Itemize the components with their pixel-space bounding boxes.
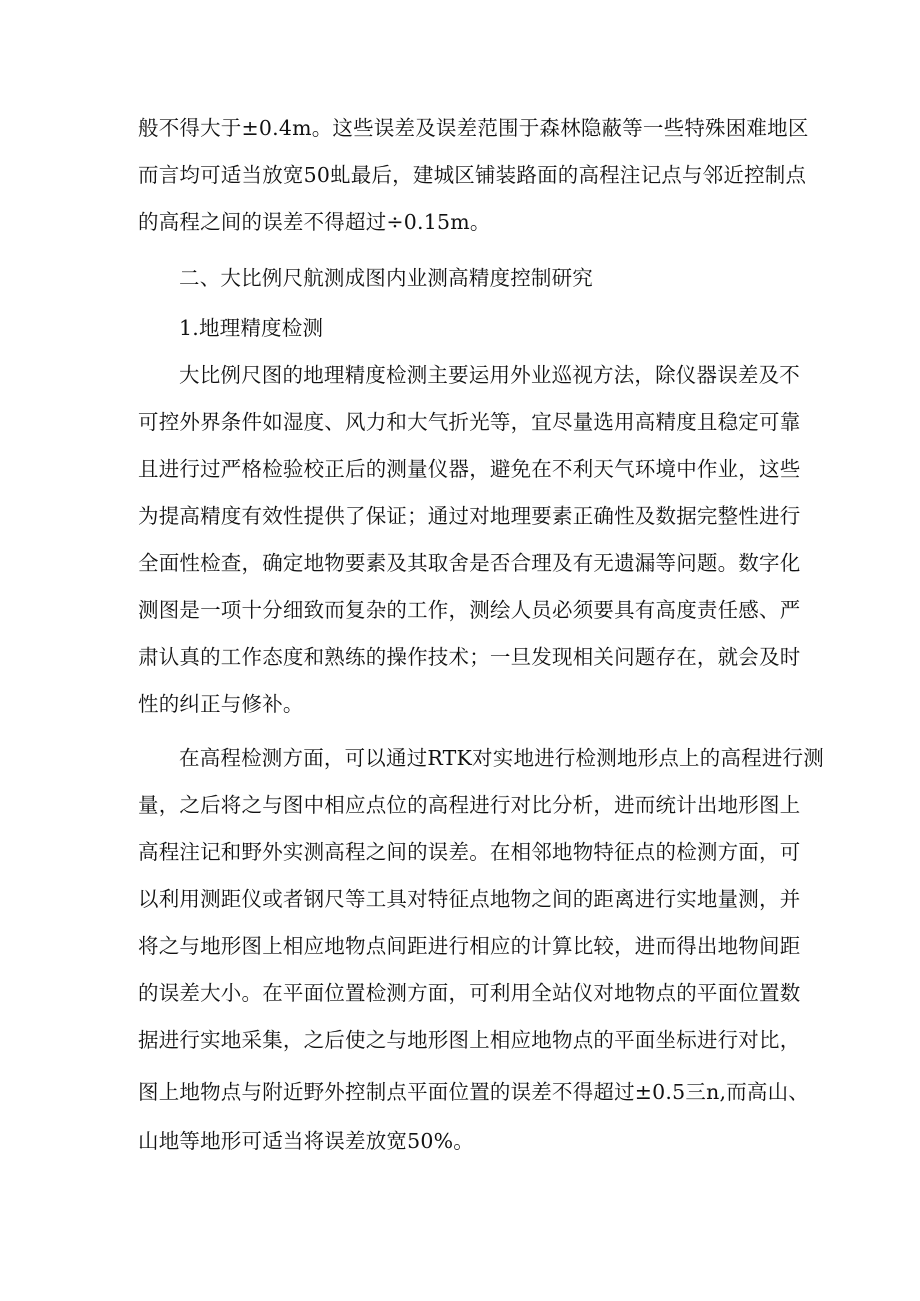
text-line: 量，之后将之与图中相应点位的高程进行对比分析，进而统计出地形图上: [138, 793, 801, 817]
text-line: 可控外界条件如湿度、风力和大气折光等，宜尽量选用高精度且稳定可靠: [138, 410, 801, 434]
text-line: 在高程检测方面，可以通过RTK对实地进行检测地形点上的高程进行测: [179, 746, 824, 770]
text-line: 为提高精度有效性提供了保证；通过对地理要素正确性及数据完整性进行: [138, 504, 801, 528]
text-line: 山地等地形可适当将误差放宽50%。: [138, 1129, 474, 1153]
section-heading: 二、大比例尺航测成图内业测高精度控制研究: [179, 266, 593, 290]
text-line: 全面性检查，确定地物要素及其取舍是否合理及有无遗漏等问题。数字化: [138, 551, 801, 575]
text-line: 以利用测距仪或者钢尺等工具对特征点地物之间的距离进行实地量测，并: [138, 887, 801, 911]
text-line: 般不得大于±0.4m。这些误差及误差范围于森林隐蔽等一些特殊困难地区: [138, 116, 809, 140]
text-line: 高程注记和野外实测高程之间的误差。在相邻地物特征点的检测方面，可: [138, 840, 801, 864]
text-line: 图上地物点与附近野外控制点平面位置的误差不得超过±0.5三n,而高山、: [138, 1080, 809, 1104]
text-line: 据进行实地采集，之后使之与地形图上相应地物点的平面坐标进行对比，: [138, 1028, 801, 1052]
text-line: 肃认真的工作态度和熟练的操作技术；一旦发现相关问题存在，就会及时: [138, 645, 801, 669]
text-line: 的高程之间的误差不得超过÷0.15m。: [138, 210, 491, 234]
text-line: 大比例尺图的地理精度检测主要运用外业巡视方法，除仪器误差及不: [179, 363, 800, 387]
text-line: 测图是一项十分细致而复杂的工作，测绘人员必须要具有高度责任感、严: [138, 598, 801, 622]
text-line: 的误差大小。在平面位置检测方面，可利用全站仪对地物点的平面位置数: [138, 981, 801, 1005]
text-line: 而言均可适当放宽50虬最后，建城区铺装路面的高程注记点与邻近控制点: [138, 163, 807, 187]
text-line: 且进行过严格检验校正后的测量仪器，避免在不利天气环境中作业，这些: [138, 457, 801, 481]
text-line: 将之与地形图上相应地物点间距进行相应的计算比较，进而得出地物间距: [138, 934, 801, 958]
subsection-heading: 1.地理精度检测: [179, 316, 324, 340]
text-line: 性的纠正与修补。: [138, 692, 304, 716]
